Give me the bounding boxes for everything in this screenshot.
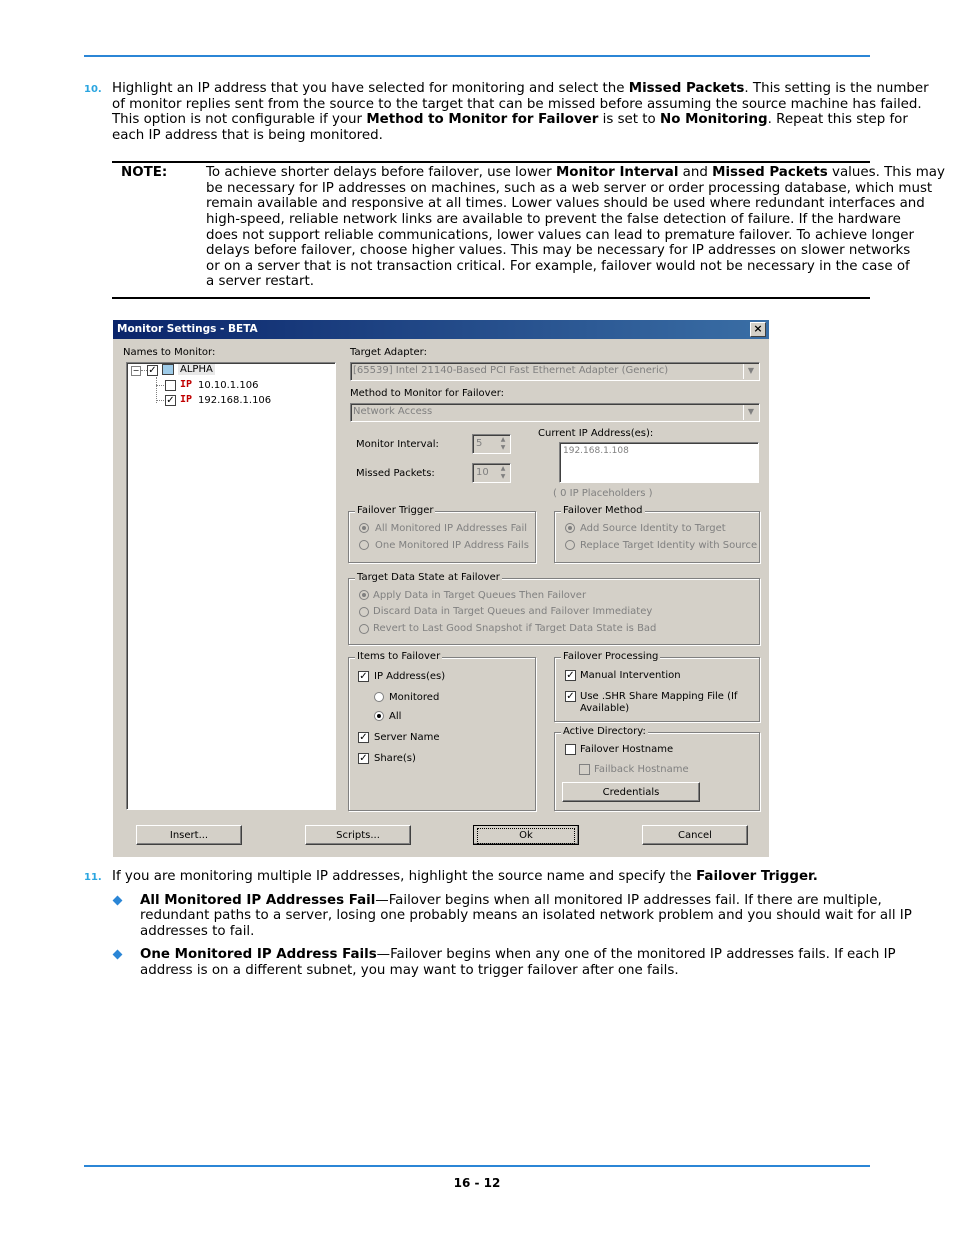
failover-method-title: Failover Method xyxy=(563,505,643,516)
state-revert-radio[interactable] xyxy=(359,624,369,634)
target-state-group xyxy=(348,572,760,645)
monitor-interval-label: Monitor Interval: xyxy=(356,439,439,450)
ip1-checkbox[interactable] xyxy=(165,380,176,391)
credentials-button[interactable]: Credentials xyxy=(562,782,700,802)
chevron-down-icon[interactable]: ▼ xyxy=(743,405,758,420)
state-revert-label: Revert to Last Good Snapshot if Target Data State is Bad xyxy=(373,623,657,634)
header-rule xyxy=(84,55,870,57)
method-value: Network Access xyxy=(353,406,433,417)
method-select[interactable] xyxy=(350,403,760,422)
tree-root-alpha[interactable]: ALPHA xyxy=(180,364,213,375)
monitored-label: Monitored xyxy=(389,692,440,703)
items-to-failover-group xyxy=(348,651,536,811)
trigger-all-radio[interactable] xyxy=(359,523,369,533)
method-replace-label: Replace Target Identity with Source xyxy=(580,540,758,551)
ip-addresses-checkbox[interactable]: ✓ xyxy=(359,671,368,682)
monitor-interval-stepper[interactable] xyxy=(472,434,511,454)
target-state-title: Target Data State at Failover xyxy=(357,572,500,583)
bullet2-line1: One Monitored IP Address Fails—Failover begins when any one of the monitored IP addresses fails. If each IP xyxy=(140,947,896,962)
state-apply-radio[interactable] xyxy=(359,590,369,600)
note-line3: remain available and responsive at all times. Lower values should be used where redundant interfaces and xyxy=(206,196,925,211)
shares-label: Share(s) xyxy=(374,753,416,764)
spin-down-icon[interactable]: ▼ xyxy=(497,444,509,452)
spin-up-icon[interactable]: ▲ xyxy=(497,465,509,473)
target-adapter-value: [65539] Intel 21140-Based PCI Fast Ethernet Adapter (Generic) xyxy=(353,365,669,376)
current-ip-value: 192.168.1.108 xyxy=(563,446,629,456)
use-shr-label: Use .SHR Share Mapping File (If xyxy=(580,691,738,702)
use-shr-label-2: Available) xyxy=(580,703,630,714)
failover-hostname-checkbox[interactable] xyxy=(565,744,576,755)
ok-button[interactable] xyxy=(473,825,579,845)
failback-hostname-label: Failback Hostname xyxy=(594,764,689,775)
note-line5: does not support reliable communications, lower values can lead to premature failover. To achieve longer xyxy=(206,228,915,243)
bullet1-line2: redundant paths to a server, losing one probably means an isolated network problem and you should wait for all IP xyxy=(140,908,912,923)
all-label: All xyxy=(389,711,402,722)
items-title: Items to Failover xyxy=(357,651,441,662)
state-discard-radio[interactable] xyxy=(359,607,369,617)
target-adapter-select[interactable] xyxy=(350,362,760,381)
insert-button[interactable]: Insert... xyxy=(136,825,242,845)
alpha-checkbox[interactable]: ✓ xyxy=(148,365,157,376)
tree-connector xyxy=(156,400,164,401)
failover-method-group xyxy=(554,505,760,563)
active-directory-title: Active Directory: xyxy=(563,726,646,737)
step11-text: If you are monitoring multiple IP addresses, highlight the source name and specify the Failover Trigger. xyxy=(112,869,818,884)
note-line6: delays before failover, choose higher values. This may be necessary for IP addresses on slower networks xyxy=(206,243,911,258)
step10-line3: This option is not configurable if your Method to Monitor for Failover is set to No Monitoring. Repeat this step for xyxy=(112,112,908,127)
monitor-interval-value: 5 xyxy=(476,438,483,449)
names-tree[interactable] xyxy=(126,362,336,810)
failover-trigger-group xyxy=(348,505,536,563)
bullet2-line2: address is on a different subnet, you may want to trigger failover after one fails. xyxy=(140,963,679,978)
method-add-label: Add Source Identity to Target xyxy=(580,523,726,534)
use-shr-checkbox[interactable]: ✓ xyxy=(566,691,575,702)
step10-line4: each IP address that is being monitored. xyxy=(112,128,383,143)
note-label: NOTE: xyxy=(121,165,168,180)
failback-hostname-checkbox[interactable] xyxy=(579,764,590,775)
cancel-button[interactable]: Cancel xyxy=(642,825,748,845)
ip-icon: IP xyxy=(180,394,193,405)
spin-up-icon[interactable]: ▲ xyxy=(497,436,509,444)
tree-ip2[interactable]: 192.168.1.106 xyxy=(198,395,272,406)
note-line1: To achieve shorter delays before failover, use lower Monitor Interval and Missed Packets values. This may xyxy=(206,165,945,180)
ip-addresses-label: IP Address(es) xyxy=(374,671,446,682)
step10-line2: of monitor replies sent from the source to the target that can be missed before assuming the source machine has failed. xyxy=(112,97,922,112)
current-ip-label: Current IP Address(es): xyxy=(538,428,654,439)
step-number: 10. xyxy=(84,84,102,95)
trigger-one-label: One Monitored IP Address Fails xyxy=(375,540,529,551)
failover-trigger-title: Failover Trigger xyxy=(357,505,434,516)
note-bottom-rule xyxy=(112,297,870,299)
missed-packets-value: 10 xyxy=(476,467,489,478)
manual-intervention-checkbox[interactable]: ✓ xyxy=(566,670,575,681)
names-to-monitor-label: Names to Monitor: xyxy=(123,347,216,358)
step-number: 11. xyxy=(84,872,102,883)
current-ip-box[interactable] xyxy=(559,442,759,483)
ip-placeholders: ( 0 IP Placeholders ) xyxy=(553,488,653,499)
manual-intervention-label: Manual Intervention xyxy=(580,670,681,681)
spin-down-icon[interactable]: ▼ xyxy=(497,473,509,481)
dialog-title: Monitor Settings - BETA xyxy=(117,323,258,335)
note-line7: or on a server that is not transaction critical. For example, failover would not be necessary in the case of xyxy=(206,259,910,274)
dialog-titlebar xyxy=(113,320,769,339)
ip2-checkbox[interactable]: ✓ xyxy=(166,395,175,406)
tree-expand-icon[interactable]: − xyxy=(132,366,140,375)
missed-packets-label: Missed Packets: xyxy=(356,468,435,479)
note-line4: high-speed, reliable network links are available to prevent the false detection of failure. If the hardware xyxy=(206,212,901,227)
note-line8: a server restart. xyxy=(206,274,315,289)
monitored-radio[interactable] xyxy=(374,692,384,702)
active-directory-group xyxy=(554,726,760,811)
processing-title: Failover Processing xyxy=(563,651,659,662)
bullet-icon xyxy=(113,896,123,906)
trigger-all-label: All Monitored IP Addresses Fail xyxy=(375,523,528,534)
tree-ip1[interactable]: 10.10.1.106 xyxy=(198,380,259,391)
method-replace-radio[interactable] xyxy=(565,540,575,550)
target-adapter-label: Target Adapter: xyxy=(350,347,427,358)
computer-icon xyxy=(162,364,174,375)
trigger-one-radio[interactable] xyxy=(359,540,369,550)
server-name-label: Server Name xyxy=(374,732,440,743)
footer-rule xyxy=(84,1165,870,1167)
failover-hostname-label: Failover Hostname xyxy=(580,744,674,755)
missed-packets-stepper[interactable] xyxy=(472,463,511,483)
shares-checkbox[interactable]: ✓ xyxy=(359,753,368,764)
all-radio[interactable] xyxy=(374,711,384,721)
note-top-rule xyxy=(112,161,870,163)
tree-connector xyxy=(156,385,164,386)
monitor-settings-dialog xyxy=(113,320,769,857)
method-add-radio[interactable] xyxy=(565,523,575,533)
chevron-down-icon[interactable]: ▼ xyxy=(743,364,758,379)
failover-processing-group xyxy=(554,651,760,722)
page-number: 16 - 12 xyxy=(453,1176,501,1190)
bullet1-line3: addresses to fail. xyxy=(140,924,255,939)
bullet1-line1: All Monitored IP Addresses Fail—Failover begins when all monitored IP addresses fail. If there are multiple, xyxy=(140,893,882,908)
state-discard-label: Discard Data in Target Queues and Failover Immediatey xyxy=(373,606,653,617)
ip-icon: IP xyxy=(180,379,193,390)
state-apply-label: Apply Data in Target Queues Then Failover xyxy=(373,590,587,601)
server-name-checkbox[interactable]: ✓ xyxy=(359,732,368,743)
method-label: Method to Monitor for Failover: xyxy=(350,388,505,399)
bullet-icon xyxy=(113,950,123,960)
ok-label: Ok xyxy=(477,828,575,844)
close-icon[interactable]: × xyxy=(750,322,766,337)
step10-line1: Highlight an IP address that you have selected for monitoring and select the Missed Packets. This setting is the number xyxy=(112,81,929,96)
note-line2: be necessary for IP addresses on machines, such as a web server or order processing database, which must xyxy=(206,181,933,196)
scripts-button[interactable]: Scripts... xyxy=(305,825,411,845)
